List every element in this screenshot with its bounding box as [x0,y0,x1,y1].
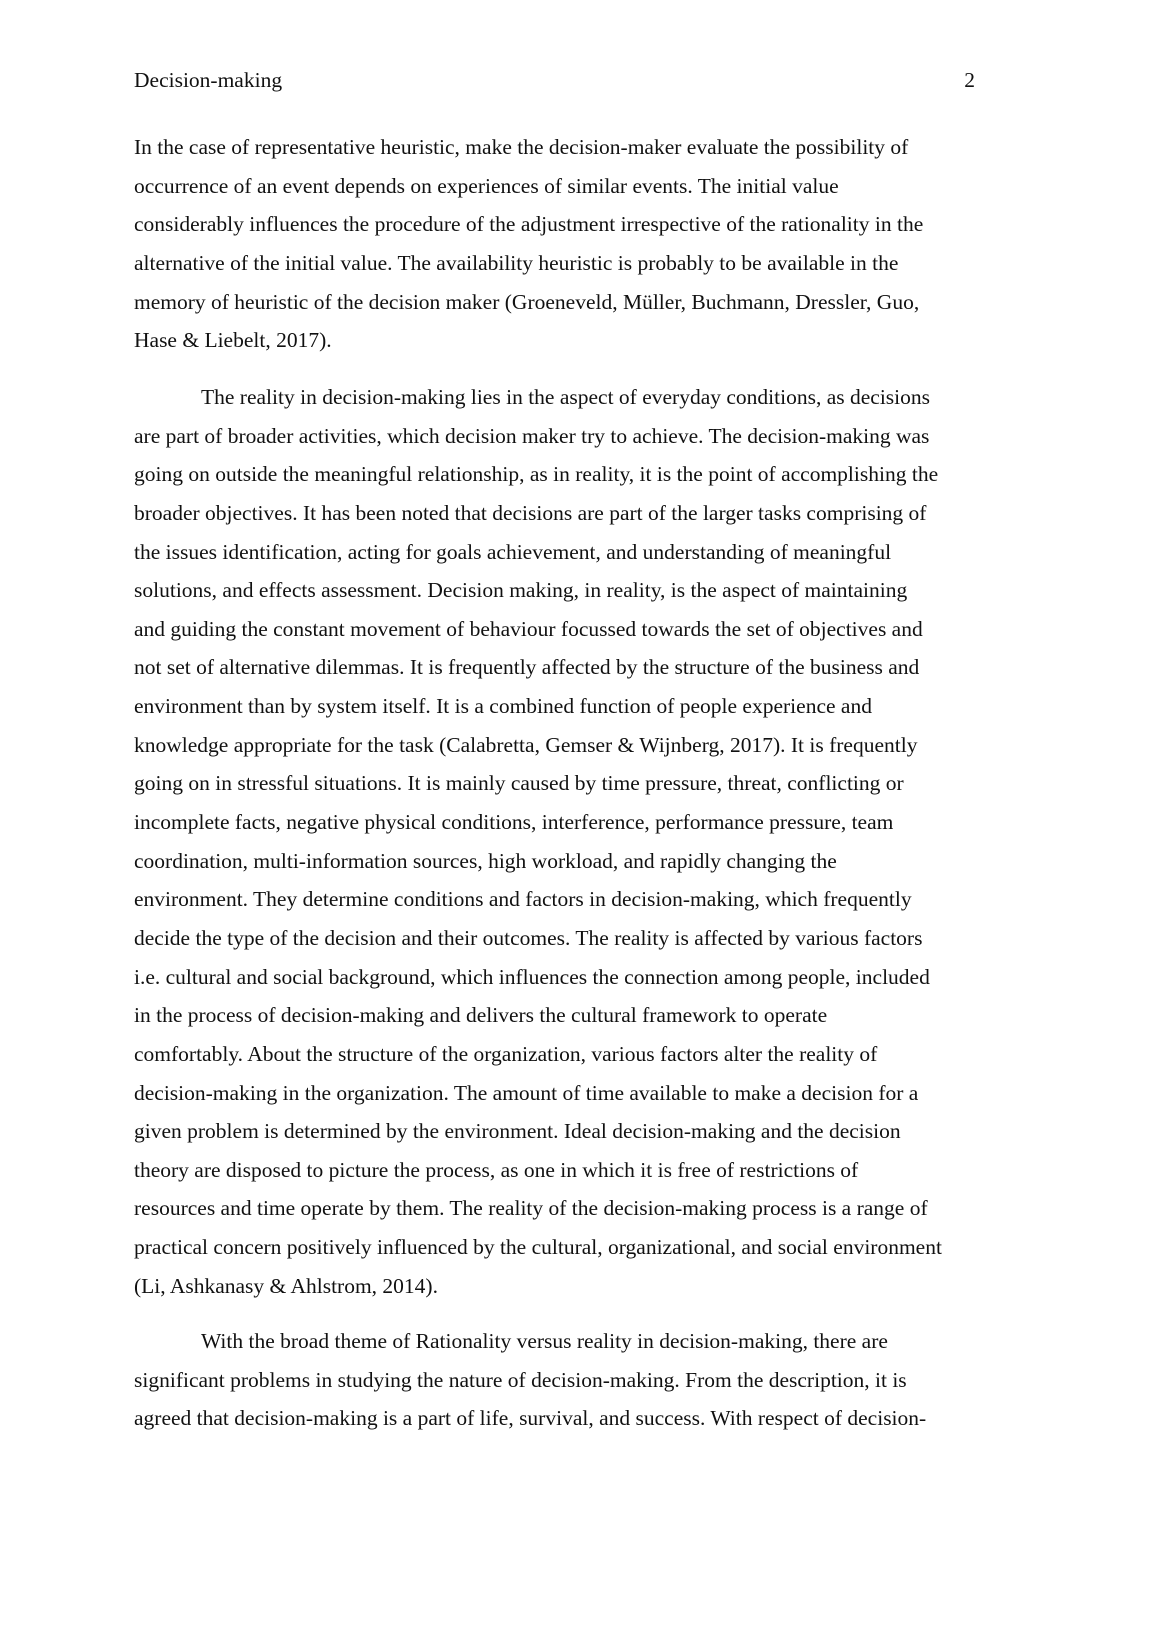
text-line: agreed that decision-making is a part of life, survival, and success. With respect of decision- [134,1406,927,1431]
text-line: decide the type of the decision and their outcomes. The reality is affected by various factors [134,925,923,950]
text-line: environment than by system itself. It is a combined function of people experience and [134,694,872,719]
text-line: memory of heuristic of the decision maker (Groeneveld, Müller, Buchmann, Dressler, Guo, [134,289,920,314]
text-line: The reality in decision-making lies in the aspect of everyday conditions, as decisions [201,385,931,409]
text-line: significant problems in studying the nature of decision-making. From the description, it is [134,1367,907,1392]
text-line: not set of alternative dilemmas. It is frequently affected by the structure of the business and [134,655,920,680]
text-line: in the process of decision-making and delivers the cultural framework to operate [134,1003,828,1028]
text-line: the issues identification, acting for goals achievement, and understanding of meaningful [134,539,892,564]
running-head: Decision-making [134,68,283,92]
text-line: given problem is determined by the environment. Ideal decision-making and the decision [134,1119,901,1144]
text-line: Hase & Liebelt, 2017). [134,328,332,353]
paragraph-1 [134,128,994,360]
text-line: going on in stressful situations. It is mainly caused by time pressure, threat, conflicting or [134,771,904,796]
text-line: (Li, Ashkanasy & Ahlstrom, 2014). [134,1273,438,1298]
text-line: considerably influences the procedure of the adjustment irrespective of the rationality in the [134,212,924,237]
text-line: i.e. cultural and social background, which influences the connection among people, included [134,964,930,989]
text-line: environment. They determine conditions and factors in decision-making, which frequently [134,887,912,912]
paragraph-2 [134,378,994,1305]
page-header [134,68,975,93]
text-line: broader objectives. It has been noted that decisions are part of the larger tasks comprising of [134,500,927,525]
text-line: coordination, multi-information sources, high workload, and rapidly changing the [134,848,837,873]
text-line: practical concern positively influenced by the cultural, organizational, and social environment [134,1235,942,1260]
text-line: resources and time operate by them. The reality of the decision-making process is a range of [134,1196,928,1221]
text-line: With the broad theme of Rationality versus reality in decision-making, there are [201,1329,888,1353]
text-line: decision-making in the organization. The amount of time available to make a decision for a [134,1080,919,1105]
text-line: In the case of representative heuristic, make the decision-maker evaluate the possibility of [134,135,909,159]
text-line: are part of broader activities, which decision maker try to achieve. The decision-making was [134,423,930,448]
text-line: knowledge appropriate for the task (Calabretta, Gemser & Wijnberg, 2017). It is frequently [134,732,918,757]
text-line: comfortably. About the structure of the organization, various factors alter the reality of [134,1041,878,1066]
text-line: solutions, and effects assessment. Decision making, in reality, is the aspect of maintaining [134,578,908,603]
text-line: theory are disposed to picture the process, as one in which it is free of restrictions of [134,1157,859,1182]
text-line: going on outside the meaningful relationship, as in reality, it is the point of accomplishing the [134,462,939,487]
text-line: occurrence of an event depends on experiences of similar events. The initial value [134,173,839,198]
text-line: and guiding the constant movement of behaviour focussed towards the set of objectives and [134,616,923,641]
page-number: 2 [964,68,975,92]
text-line: alternative of the initial value. The availability heuristic is probably to be available in the [134,250,899,275]
paragraph-3 [134,1322,994,1438]
text-line: incomplete facts, negative physical conditions, interference, performance pressure, team [134,810,894,835]
